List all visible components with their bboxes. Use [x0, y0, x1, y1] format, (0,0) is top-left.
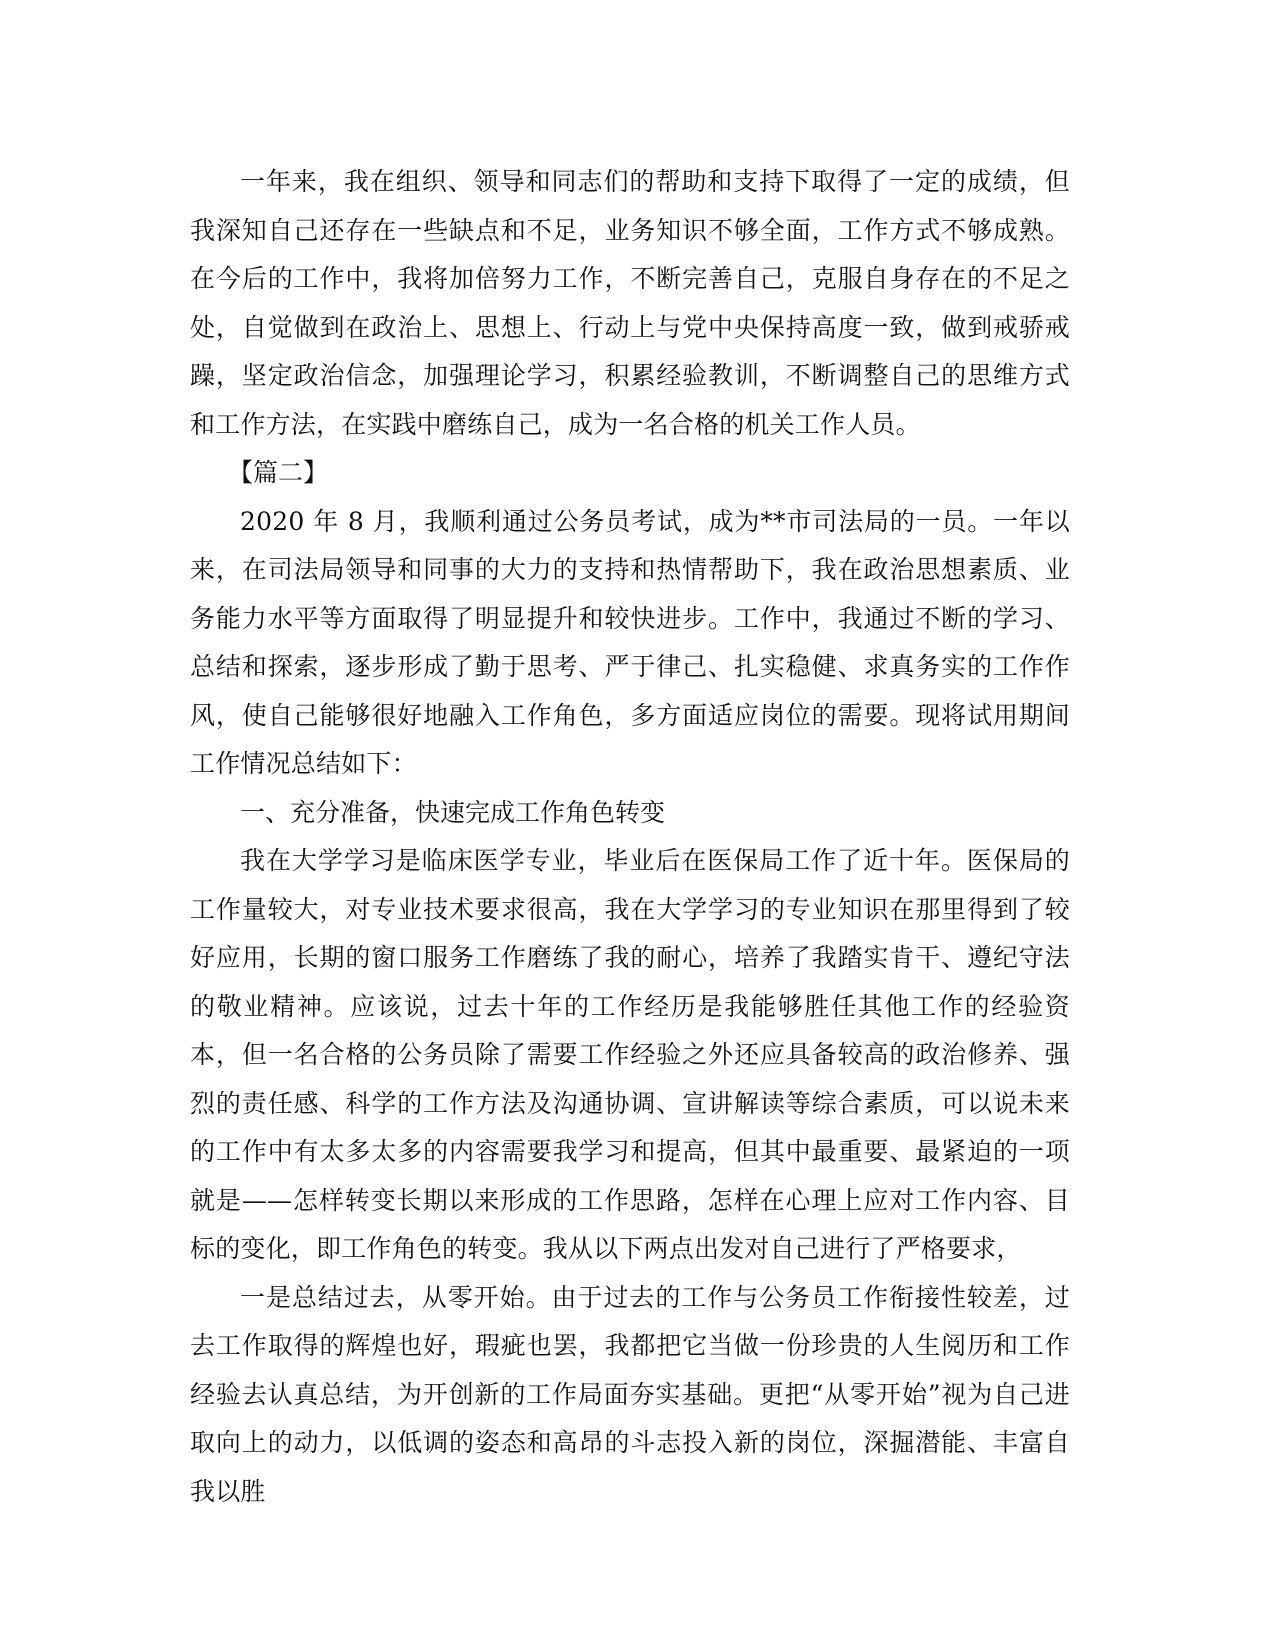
section-heading-part-two: 【篇二】 — [228, 458, 329, 487]
paragraph-introduction: 2020 年 8 月，我顺利通过公务员考试，成为**市司法局的一员。一年以来，在司法局领导和同事的大力的支持和热情帮助下，我在政治思想素质、业务能力水平等方面取得了明显提升和较快进步。工作中，我通过不断的学习、总结和探索，逐步形成了勤于思考、严于律己、扎实稳健、求真务实的工作作风，使自己能够很好地融入工作角色，多方面适应岗位的需要。现将试用期间工作情况总结如下： — [190, 506, 1070, 778]
paragraph-summary: 一年来，我在组织、领导和同志们的帮助和支持下取得了一定的成绩，但我深知自己还存在一些缺点和不足，业务知识不够全面，工作方式不够成熟。在今后的工作中，我将加倍努力工作，不断完善自己，克服自身存在的不足之处，自觉做到在政治上、思想上、行动上与党中央保持高度一致，做到戒骄戒躁，坚定政治信念，加强理论学习，积累经验教训，不断调整自己的思维方式和工作方法，在实践中磨练自己，成为一名合格的机关工作人员。 — [190, 167, 1070, 439]
sub-heading-role-change: 一、充分准备，快速完成工作角色转变 — [240, 797, 666, 827]
paragraph-background: 我在大学学习是临床医学专业，毕业后在医保局工作了近十年。医保局的工作量较大，对专业技术要求很高，我在大学学习的专业知识在那里得到了较好应用，长期的窗口服务工作磨练了我的耐心，培养了我踏实肯干、遵纪守法的敬业精神。应该说，过去十年的工作经历是我能够胜任其他工作的经验资本，但一名合格的公务员除了需要工作经验之外还应具备较高的政治修养、强烈的责任感、科学的工作方法及沟通协调、宣讲解读等综合素质，可以说未来的工作中有太多太多的内容需要我学习和提高，但其中最重要、最紧迫的一项就是——怎样转变长期以来形成的工作思路，怎样在心理上应对工作内容、目标的变化，即工作角色的转变。我从以下两点出发对自己进行了严格要求， — [190, 846, 1070, 1263]
paragraph-start-from-zero: 一是总结过去，从零开始。由于过去的工作与公务员工作衔接性较差，过去工作取得的辉煌也好，瑕疵也罢，我都把它当做一份珍贵的人生阅历和工作经验去认真总结，为开创新的工作局面夯实基础。更把“从零开始”视为自己进取向上的动力，以低调的姿态和高昂的斗志投入新的岗位，深掘潜能、丰富自我以胜 — [190, 1282, 1070, 1506]
document-body — [190, 158, 1070, 1516]
